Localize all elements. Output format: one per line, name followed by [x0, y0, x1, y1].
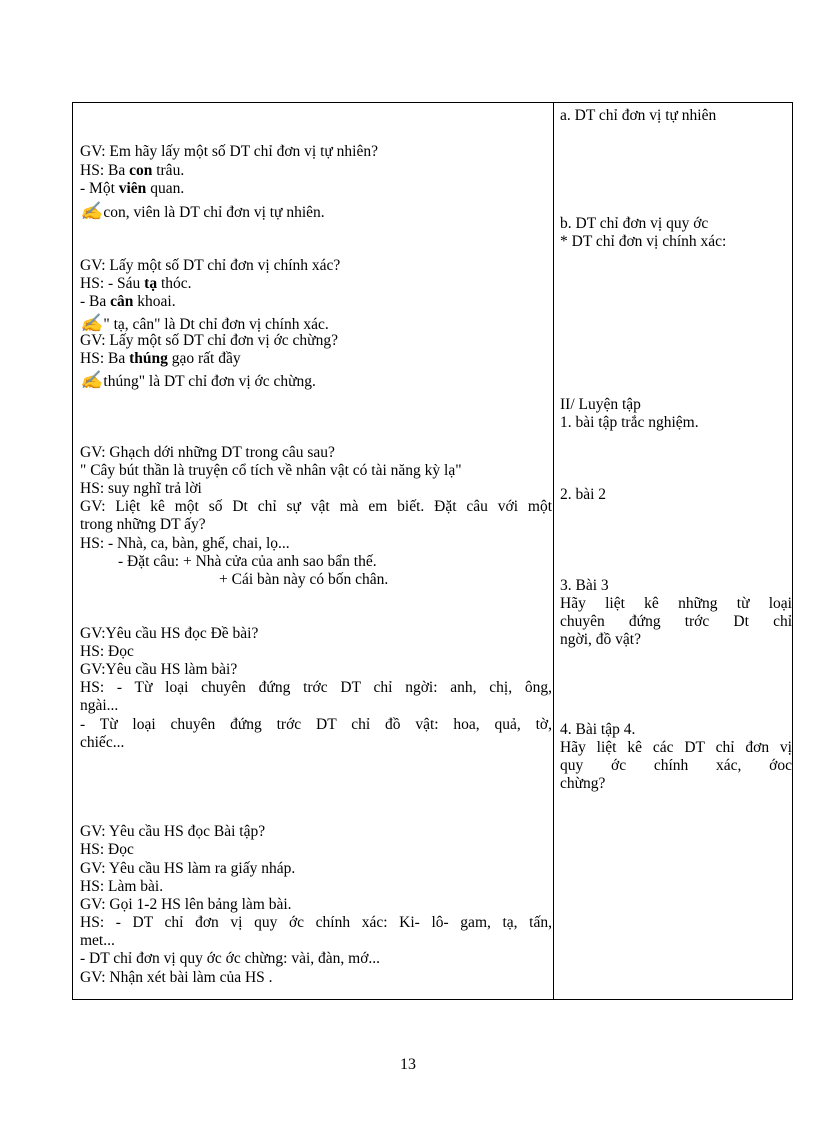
left-line: ✍" tạ, cân" là Dt chỉ đơn vị chính xác. [80, 313, 329, 333]
left-line: HS: - DT chỉ đơn vị quy ớc chính xác: Ki- lô- gam, tạ, tấn, [80, 914, 552, 931]
left-line: - Một viên quan. [80, 180, 185, 197]
left-line: GV: Yêu cầu HS làm ra giấy nháp. [80, 860, 296, 877]
writing-hand-icon: ✍ [80, 201, 103, 221]
left-line: GV: Em hãy lấy một số DT chỉ đơn vị tự nhiên? [80, 143, 378, 160]
left-line: ✍thúng" là DT chỉ đơn vị ớc chừng. [80, 370, 316, 390]
right-line: 3. Bài 3 [560, 577, 609, 594]
left-line: HS: - Nhà, ca, bàn, ghế, chai, lọ... [80, 535, 290, 552]
right-line: II/ Luyện tập [560, 396, 641, 413]
left-line: ngài... [80, 697, 119, 714]
left-line: GV:Yêu cầu HS làm bài? [80, 661, 238, 678]
left-line: - Đặt câu: + Nhà cửa của anh sao bẩn thế. [118, 553, 377, 570]
writing-hand-icon: ✍ [80, 313, 103, 333]
left-line: HS: Đọc [80, 643, 134, 660]
left-line: HS: Đọc [80, 841, 134, 858]
right-line: * DT chỉ đơn vị chính xác: [560, 233, 727, 250]
right-line: ngời, đồ vật? [560, 631, 641, 648]
left-line: - Từ loại chuyên đứng trớc DT chỉ đồ vật: hoa, quả, tờ, [80, 716, 552, 733]
lesson-table [72, 102, 793, 1000]
left-line: HS: Ba thúng gạo rất đầy [80, 350, 241, 367]
left-line: GV: Gọi 1-2 HS lên bảng làm bài. [80, 896, 292, 913]
left-line: chiếc... [80, 734, 125, 751]
left-line: GV: Yêu cầu HS đọc Bài tập? [80, 823, 266, 840]
left-line: HS: Ba con trâu. [80, 162, 185, 179]
left-line: HS: - Từ loại chuyên đứng trớc DT chỉ ngời: anh, chị, ông, [80, 679, 552, 696]
right-line: quy ớc chính xác, ớoc [560, 757, 792, 774]
left-line: - DT chỉ đơn vị quy ớc ớc chừng: vài, đàn, mớ... [80, 950, 381, 967]
right-line: 4. Bài tập 4. [560, 721, 636, 738]
left-line: " Cây bút thần là truyện cổ tích về nhân vật có tài năng kỳ lạ" [80, 462, 462, 479]
right-line: chuyên đứng trớc Dt chỉ [560, 613, 792, 630]
left-line: + Cái bàn này có bốn chân. [219, 571, 389, 588]
right-line: Hãy liệt kê những từ loại [560, 595, 792, 612]
right-line: Hãy liệt kê các DT chỉ đơn vị [560, 739, 792, 756]
left-line: GV: Lấy một số DT chỉ đơn vị chính xác? [80, 257, 341, 274]
left-line: HS: suy nghĩ trả lời [80, 480, 202, 497]
left-line: GV: Ghạch dới những DT trong câu sau? [80, 444, 335, 461]
left-line: GV: Liệt kê một số Dt chỉ sự vật mà em biết. Đặt câu với một [80, 498, 552, 515]
left-line: trong những DT ấy? [80, 516, 206, 533]
page-number: 13 [400, 1056, 416, 1073]
writing-hand-icon: ✍ [80, 370, 103, 390]
left-line: - Ba cân khoai. [80, 293, 176, 310]
left-line: GV: Lấy một số DT chỉ đơn vị ớc chừng? [80, 332, 338, 349]
left-line: ✍con, viên là DT chỉ đơn vị tự nhiên. [80, 201, 325, 221]
column-divider [553, 103, 554, 999]
left-line: HS: - Sáu tạ thóc. [80, 275, 192, 292]
left-line: GV: Nhận xét bài làm của HS . [80, 969, 273, 986]
right-line: a. DT chỉ đơn vị tự nhiên [560, 107, 717, 124]
right-line: b. DT chỉ đơn vị quy ớc [560, 215, 709, 232]
left-line: met... [80, 932, 115, 949]
right-line: 2. bài 2 [560, 486, 607, 503]
left-line: HS: Làm bài. [80, 878, 164, 895]
right-line: chừng? [560, 775, 606, 792]
right-line: 1. bài tập trắc nghiệm. [560, 414, 699, 431]
left-line: GV:Yêu cầu HS đọc Đề bài? [80, 625, 259, 642]
